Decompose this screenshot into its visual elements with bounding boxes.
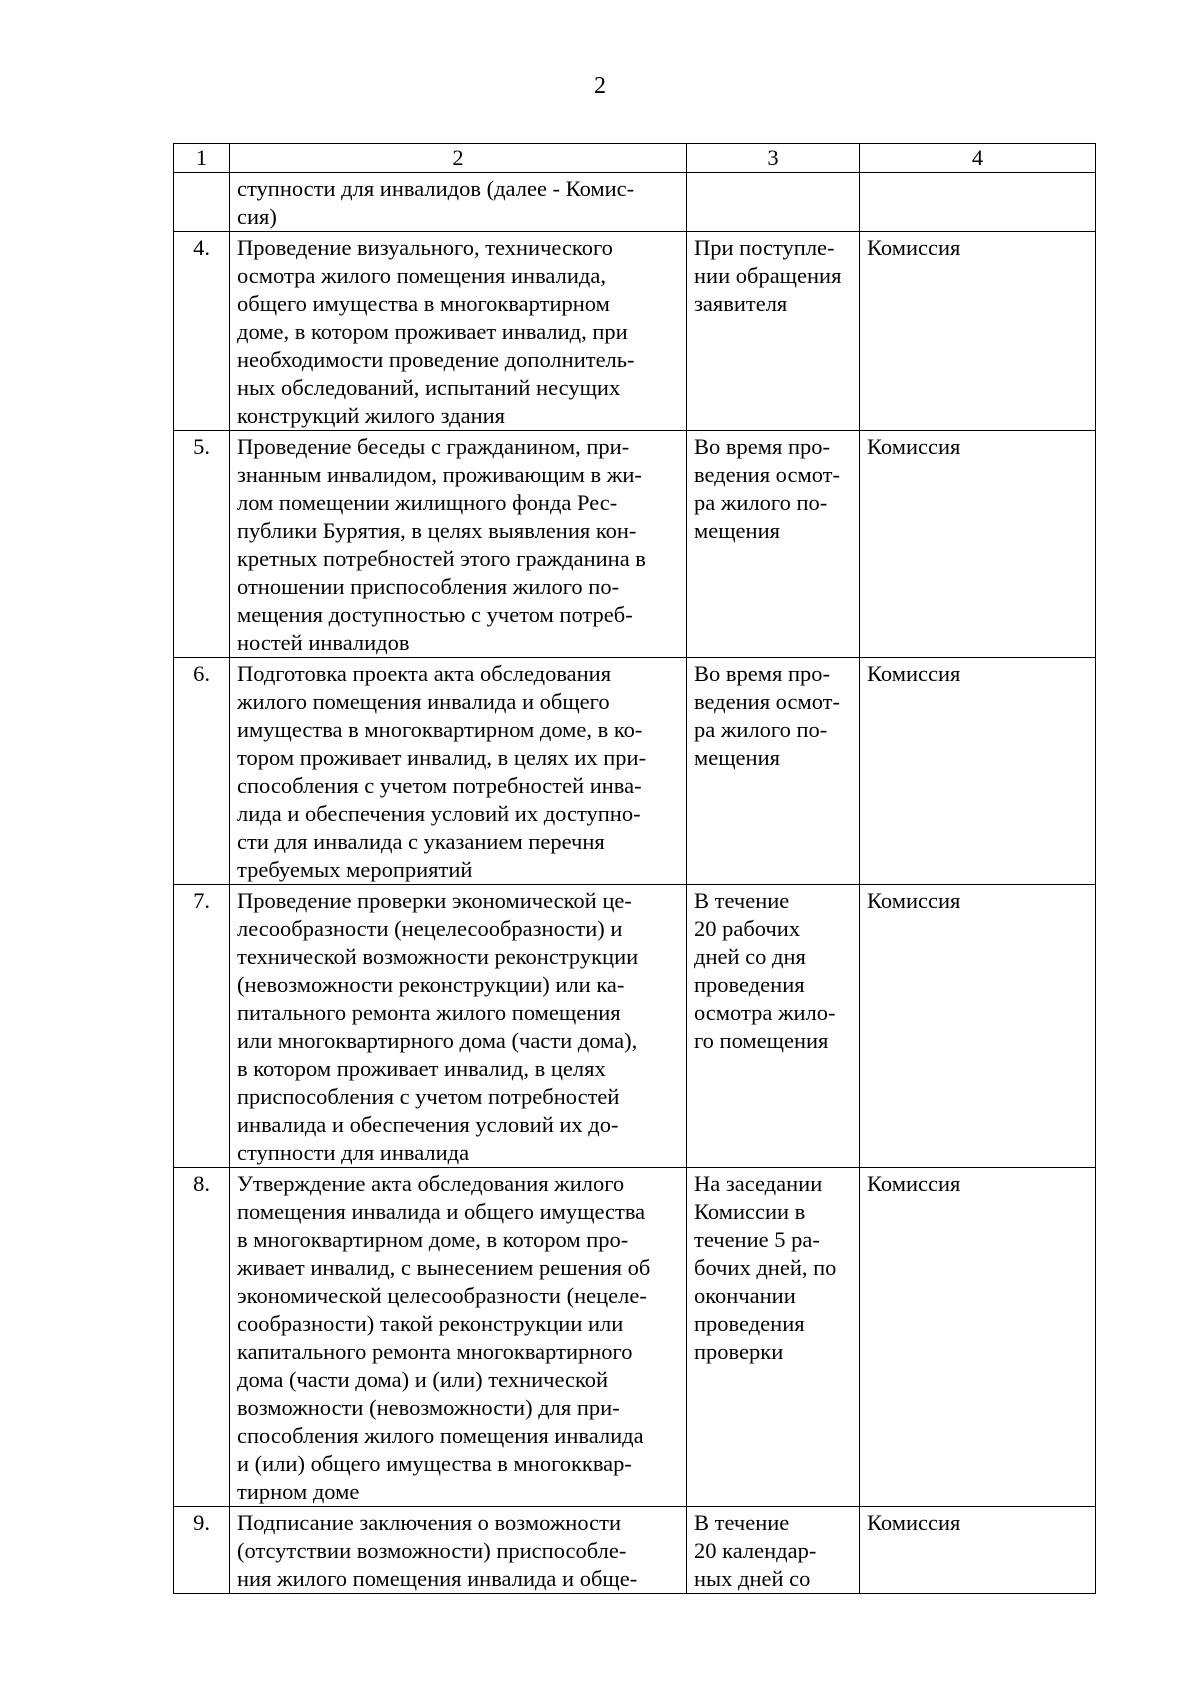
table-row: [174, 232, 1096, 431]
description-line: ностей инвалидов: [237, 630, 410, 655]
description-line: лида и обеспечения условий их доступно-: [237, 801, 641, 826]
row-number: 7.: [193, 888, 210, 913]
row-number-cell: [174, 1168, 230, 1507]
responsible-cell: [860, 232, 1096, 431]
table-row: [174, 1168, 1096, 1507]
row-number-cell: [174, 173, 230, 232]
row-number: 5.: [193, 434, 210, 459]
description-line: лом помещении жилищного фонда Рес-: [237, 490, 618, 515]
description-line: экономической целесообразности (нецеле-: [237, 1283, 647, 1308]
timing-line: мещения: [694, 518, 780, 543]
timing-line: ведения осмот-: [694, 462, 840, 487]
column-header-number: 1: [174, 144, 230, 173]
timing-line: го помещения: [694, 1028, 829, 1053]
timing-line: В течение: [694, 1510, 790, 1535]
column-header-timing: 3: [687, 144, 860, 173]
responsible-line: Комиссия: [867, 1510, 961, 1535]
row-number: 9.: [193, 1510, 210, 1535]
responsible-cell: [860, 658, 1096, 885]
table-row: [174, 658, 1096, 885]
row-number: [174, 173, 229, 175]
responsible-cell: [860, 431, 1096, 658]
description-line: приспособления с учетом потребностей: [237, 1084, 620, 1109]
timing-line: заявителя: [694, 291, 788, 316]
timing-cell: [687, 658, 860, 885]
description-line: ния жилого помещения инвалида и обще-: [237, 1566, 638, 1591]
description-line: общего имущества в многоквартирном: [237, 291, 610, 316]
description-line: способления с учетом потребностей инва-: [237, 773, 642, 798]
timing-line: проведения: [694, 1311, 805, 1336]
row-number-cell: [174, 1507, 230, 1594]
timing-line: течение 5 ра-: [694, 1227, 820, 1252]
timing-line: бочих дней, по: [694, 1255, 837, 1280]
description-cell: [230, 431, 687, 658]
timing-line: ра жилого по-: [694, 490, 828, 515]
timing-cell: [687, 1507, 860, 1594]
row-number-cell: [174, 885, 230, 1168]
timing-line: окончании: [694, 1283, 796, 1308]
description-line: кретных потребностей этого гражданина в: [237, 546, 646, 571]
description-line: конструкций жилого здания: [237, 403, 506, 428]
timing-line: Комиссии в: [694, 1199, 806, 1224]
description-line: публики Бурятия, в целях выявления кон-: [237, 518, 637, 543]
responsible-cell: [860, 1507, 1096, 1594]
description-line: Проведение визуального, технического: [237, 235, 613, 260]
table-row: [174, 431, 1096, 658]
responsible-line: Комиссия: [867, 434, 961, 459]
description-line: Проведение беседы с гражданином, при-: [237, 434, 630, 459]
description-line: Проведение проверки экономической це-: [237, 888, 632, 913]
row-number: 4.: [193, 235, 210, 260]
responsible-line: Комиссия: [867, 661, 961, 686]
description-line: отношении приспособления жилого по-: [237, 574, 620, 599]
description-line: Утверждение акта обследования жилого: [237, 1171, 625, 1196]
timing-line: ра жилого по-: [694, 717, 828, 742]
timing-line: нии обращения: [694, 263, 842, 288]
timing-cell: [687, 431, 860, 658]
description-cell: [230, 885, 687, 1168]
timing-line: осмотра жило-: [694, 1000, 836, 1025]
description-line: технической возможности реконструкции: [237, 944, 639, 969]
description-line: осмотра жилого помещения инвалида,: [237, 263, 606, 288]
description-line: имущества в многоквартирном доме, в ко-: [237, 717, 643, 742]
timing-line: Во время про-: [694, 434, 830, 459]
row-number-cell: [174, 232, 230, 431]
description-cell: [230, 658, 687, 885]
timing-line: мещения: [694, 745, 780, 770]
timing-line: В течение: [694, 888, 790, 913]
description-line: инвалида и обеспечения условий их до-: [237, 1112, 619, 1137]
table-header-row: [174, 144, 1096, 173]
row-number: 8.: [193, 1171, 210, 1196]
description-line: Подписание заключения о возможности: [237, 1510, 622, 1535]
description-line: ступности для инвалидов (далее - Комис-: [237, 176, 635, 201]
description-line: ных обследований, испытаний несущих: [237, 375, 621, 400]
responsible-line: Комиссия: [867, 1171, 961, 1196]
responsible-cell: [860, 885, 1096, 1168]
description-line: знанным инвалидом, проживающим в жи-: [237, 462, 642, 487]
column-header-description: 2: [230, 144, 687, 173]
description-line: (отсутствии возможности) приспособле-: [237, 1538, 627, 1563]
timing-line: ных дней со: [694, 1566, 811, 1591]
description-line: дома (части дома) и (или) технической: [237, 1367, 609, 1392]
description-line: возможности (невозможности) для при-: [237, 1395, 620, 1420]
description-line: капитального ремонта многоквартирного: [237, 1339, 633, 1364]
description-line: необходимости проведение дополнитель-: [237, 347, 635, 372]
timing-line: 20 рабочих: [694, 916, 801, 941]
timing-line: проведения: [694, 972, 805, 997]
description-line: или многоквартирного дома (части дома),: [237, 1028, 638, 1053]
description-line: требуемых мероприятий: [237, 857, 473, 882]
responsible-line: Комиссия: [867, 235, 961, 260]
description-line: сти для инвалида с указанием перечня: [237, 829, 605, 854]
description-line: мещения доступностью с учетом потреб-: [237, 602, 633, 627]
timing-cell: [687, 885, 860, 1168]
timing-line: дней со дня: [694, 944, 806, 969]
description-line: Подготовка проекта акта обследования: [237, 661, 612, 686]
row-number-cell: [174, 658, 230, 885]
description-cell: [230, 1507, 687, 1594]
column-header-responsible: 4: [860, 144, 1096, 173]
table-row: [174, 1507, 1096, 1594]
timing-cell: [687, 232, 860, 431]
timing-cell: [687, 1168, 860, 1507]
row-number: 6.: [193, 661, 210, 686]
description-line: в многоквартирном доме, в котором про-: [237, 1227, 629, 1252]
timing-line: 20 календар-: [694, 1538, 817, 1563]
description-line: тирном доме: [237, 1479, 360, 1504]
description-cell: [230, 173, 687, 232]
description-cell: [230, 232, 687, 431]
description-line: способления жилого помещения инвалида: [237, 1423, 644, 1448]
description-line: лесообразности (нецелесообразности) и: [237, 916, 623, 941]
description-cell: [230, 1168, 687, 1507]
responsible-cell: [860, 1168, 1096, 1507]
description-line: и (или) общего имущества в многокквар-: [237, 1451, 632, 1476]
responsible-line: Комиссия: [867, 888, 961, 913]
description-line: ступности для инвалида: [237, 1140, 470, 1165]
description-line: (невозможности реконструкции) или ка-: [237, 972, 625, 997]
table-row: [174, 885, 1096, 1168]
responsible-cell: [860, 173, 1096, 232]
description-line: сия): [237, 204, 277, 229]
page-number: 2: [594, 73, 606, 99]
timing-line: Во время про-: [694, 661, 830, 686]
timing-line: На заседании: [694, 1171, 823, 1196]
timing-line: ведения осмот-: [694, 689, 840, 714]
measures-table: [173, 143, 1096, 1594]
description-line: питального ремонта жилого помещения: [237, 1000, 621, 1025]
timing-cell: [687, 173, 860, 232]
description-line: сообразности) такой реконструкции или: [237, 1311, 624, 1336]
description-line: помещения инвалида и общего имущества: [237, 1199, 646, 1224]
description-line: живает инвалид, с вынесением решения об: [237, 1255, 651, 1280]
timing-line: проверки: [694, 1339, 784, 1364]
description-line: жилого помещения инвалида и общего: [237, 689, 610, 714]
description-line: доме, в котором проживает инвалид, при: [237, 319, 628, 344]
timing-line: При поступле-: [694, 235, 835, 260]
description-line: тором проживает инвалид, в целях их при-: [237, 745, 647, 770]
description-line: в котором проживает инвалид, в целях: [237, 1056, 606, 1081]
table-row: [174, 173, 1096, 232]
row-number-cell: [174, 431, 230, 658]
